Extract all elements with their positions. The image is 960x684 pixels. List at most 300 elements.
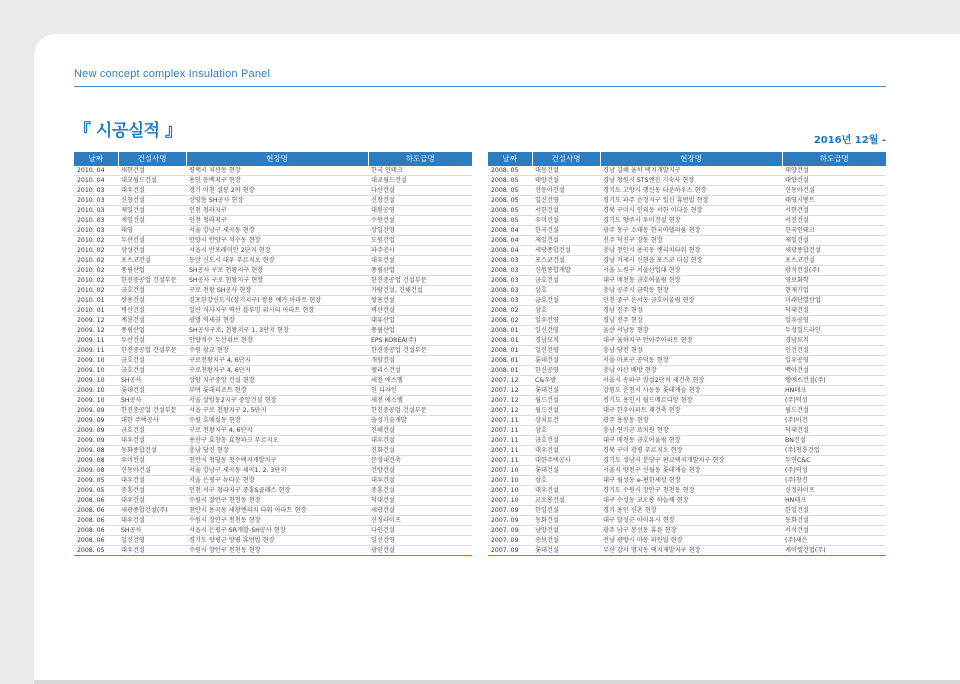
cell-subcontractor: 펠리스건설	[368, 366, 472, 376]
cell-date: 2008. 06	[74, 536, 118, 546]
cell-date: 2008. 01	[488, 346, 532, 356]
cell-date: 2009. 10	[74, 386, 118, 396]
cell-company: 삼성건설	[118, 246, 186, 256]
table-header-row	[488, 152, 886, 166]
table-row	[488, 516, 886, 526]
cell-subcontractor: 벽산건설	[368, 306, 472, 316]
table-row	[488, 296, 886, 306]
cell-company: 풍림산업	[118, 326, 186, 336]
cell-company: 대우건설	[118, 186, 186, 196]
table-row	[74, 426, 472, 436]
cell-company: 제일건설	[118, 206, 186, 216]
cell-site: 인천 청라지구	[186, 206, 368, 216]
cell-site: 부여 롯데리조트 현장	[186, 386, 368, 396]
table-row	[74, 356, 472, 366]
cell-subcontractor: 미래단열산업	[782, 296, 886, 306]
cell-site: 인천 중구 운서동 금호어울림 현장	[600, 296, 782, 306]
table-row	[74, 266, 472, 276]
cell-company: 남양건설	[532, 526, 600, 536]
table-row	[488, 436, 886, 446]
cell-subcontractor: 태양건설	[782, 166, 886, 176]
cell-subcontractor: 태양건설	[782, 176, 886, 186]
cell-site: 충남 아산 배방 현장	[600, 366, 782, 376]
cell-date: 2007. 09	[488, 506, 532, 516]
cell-site: 경북 구미 광평 푸르지오 현장	[600, 446, 782, 456]
cell-subcontractor: 현재기업	[782, 286, 886, 296]
table-row	[488, 336, 886, 346]
table-row	[74, 376, 472, 386]
table-row	[74, 166, 472, 176]
table-row	[74, 506, 472, 516]
cell-subcontractor: 인 디자인	[368, 386, 472, 396]
cell-company: 금호건설	[118, 356, 186, 366]
cell-subcontractor: 제일건설	[782, 236, 886, 246]
table-row	[74, 416, 472, 426]
table-row	[488, 406, 886, 416]
cell-date: 2010. 01	[74, 296, 118, 306]
cell-site: 충남 공주시 금학동 현장	[600, 286, 782, 296]
cell-subcontractor: 풍림산업	[368, 326, 472, 336]
cell-site: 충남 당진 현장	[186, 446, 368, 456]
cell-company: 새한건설	[118, 166, 186, 176]
cell-subcontractor: 한진중공업 건설부문	[368, 406, 472, 416]
construction-record-table-right	[488, 152, 886, 556]
cell-company: 포스코건설	[532, 256, 600, 266]
cell-date: 2009. 08	[74, 446, 118, 456]
cell-subcontractor: 대우건설	[368, 436, 472, 446]
table-row	[74, 326, 472, 336]
cell-site: 인천 서구 청라지구 중흥S클래스 현장	[186, 486, 368, 496]
cell-company: 삼치토건	[532, 416, 600, 426]
table-row	[488, 486, 886, 496]
brochure-subtitle: New concept complex Insulation Panel	[74, 68, 271, 80]
cell-subcontractor: 대교월드건설	[368, 176, 472, 186]
cell-subcontractor: 한일건설	[782, 506, 886, 516]
table-row	[74, 186, 472, 196]
cell-subcontractor: HN테크	[782, 496, 886, 506]
table-row	[488, 466, 886, 476]
page-title: 『 시공실적 』	[74, 121, 182, 141]
cell-site: 대구 월성동 e-편한세상 현장	[600, 476, 782, 486]
col-header-subcontractor: 하도급명	[782, 152, 886, 166]
cell-site: 김포한강신도시(장기지구) 쌍용 예가 아파트 현장	[186, 296, 368, 306]
cell-subcontractor: 쌍용건설	[368, 296, 472, 306]
cell-site: 수원 호매실동 현장	[186, 416, 368, 426]
cell-site: 서울 마포구 공덕동 현장	[600, 356, 782, 366]
cell-company: 서한건설	[532, 206, 600, 216]
cell-date: 2007. 09	[488, 526, 532, 536]
cell-site: SH공사 구로 천왕지구 현장	[186, 266, 368, 276]
table-row	[488, 286, 886, 296]
cell-site: 동탄 신도시 대우 푸르지오 현장	[186, 256, 368, 266]
cell-subcontractor: 수원건설	[368, 216, 472, 226]
cell-company: 대한주택공사	[532, 456, 600, 466]
table-row	[74, 196, 472, 206]
cell-site: 구로 천왕지구 4, 6단지	[186, 426, 368, 436]
cell-date: 2010. 02	[74, 286, 118, 296]
cell-company: 쌍용건설	[118, 296, 186, 306]
cell-site: 서울 강남구 세곡동 세곡1, 2, 3단지	[186, 466, 368, 476]
table-row	[74, 306, 472, 316]
cell-subcontractor: 경남모직	[782, 336, 886, 346]
cell-site: 대구 한우아파트 재건축 현장	[600, 406, 782, 416]
cell-subcontractor: 건양건설	[368, 466, 472, 476]
cell-company: 태양건설	[532, 176, 600, 186]
cell-site: 천안시 용곡동 세광엔리치 타워 아파트 현장	[186, 506, 368, 516]
table-row	[488, 396, 886, 406]
cell-subcontractor: 엠에스건설(주)	[782, 376, 886, 386]
cell-company: 금호건설	[532, 276, 600, 286]
cell-subcontractor: 백아건설	[782, 366, 886, 376]
cell-subcontractor: 두성일드라인	[782, 326, 886, 336]
cell-date: 2008. 05	[488, 176, 532, 186]
cell-date: 2009. 11	[74, 336, 118, 346]
cell-site: 경기도 양주시 우미건설 현장	[600, 216, 782, 226]
cell-date: 2009. 09	[74, 436, 118, 446]
cell-company: 대한 주택공사	[118, 416, 186, 426]
cell-date: 2010. 03	[74, 206, 118, 216]
cell-site: 경북 구미시 인의동 서한 이다음 현장	[600, 206, 782, 216]
cell-date: 2010. 02	[74, 236, 118, 246]
cell-company: 한진중공업 건설부문	[118, 346, 186, 356]
cell-company: 신원종합개발	[532, 266, 600, 276]
cell-site: 대구 율하지구 안아주아파트 현장	[600, 336, 782, 346]
col-header-site: 현장명	[600, 152, 782, 166]
cell-company: 삼호	[532, 306, 600, 316]
cell-company: 세광종합건설(주)	[118, 506, 186, 516]
cell-date: 2007. 10	[488, 466, 532, 476]
cell-company: 우미건설	[532, 216, 600, 226]
cell-date: 2007. 11	[488, 436, 532, 446]
cell-subcontractor: 진해건설	[368, 426, 472, 436]
cell-site: 안양시 안양구 석수동 현장	[186, 236, 368, 246]
cell-date: 2007. 12	[488, 386, 532, 396]
cell-company: 금호건설	[532, 296, 600, 306]
cell-site: 인천 청라지구	[186, 216, 368, 226]
cell-site: 부산 강서 명지동 택지개발지구 현장	[600, 546, 782, 556]
cell-date: 2008. 06	[74, 516, 118, 526]
cell-date: 2009. 08	[74, 456, 118, 466]
cell-company: 삼호	[532, 476, 600, 486]
cell-site: 서울시 반포래미안 2단지 현장	[186, 246, 368, 256]
cell-date: 2009. 12	[74, 326, 118, 336]
cell-subcontractor: (주)이건	[782, 416, 886, 426]
cell-subcontractor: 한진중공업 건설부문	[368, 346, 472, 356]
header-rule	[74, 86, 886, 87]
cell-site: 구로 천왕 SH공사 현장	[186, 286, 368, 296]
cell-subcontractor: 개암건설	[368, 356, 472, 366]
table-row	[488, 306, 886, 316]
cell-date: 2008. 02	[488, 316, 532, 326]
cell-site: 수원 광교 현장	[186, 346, 368, 356]
cell-site: 울산 서남동 현장	[600, 326, 782, 336]
table-row	[488, 186, 886, 196]
cell-site: 광주 동구 소태동 한국아델리움 현장	[600, 226, 782, 236]
cell-company: 동화종합건설	[118, 446, 186, 456]
cell-date: 2009. 11	[74, 346, 118, 356]
table-row	[74, 446, 472, 456]
cell-date: 2007. 11	[488, 456, 532, 466]
cell-site: SH공사 구로 천왕지구 현장	[186, 276, 368, 286]
cell-subcontractor: 대우건설	[368, 476, 472, 486]
cell-site: 대구 달성군 아이유시 현장	[600, 516, 782, 526]
cell-date: 2007. 11	[488, 446, 532, 456]
cell-site: 평택시 지산동 현장	[186, 166, 368, 176]
cell-subcontractor: (주)청룡건업	[782, 446, 886, 456]
cell-date: 2009. 12	[74, 316, 118, 326]
cell-date: 2008. 03	[488, 296, 532, 306]
table-row	[74, 236, 472, 246]
cell-date: 2009. 09	[74, 416, 118, 426]
cell-subcontractor: HN테크	[782, 386, 886, 396]
cell-date: 2008. 03	[488, 256, 532, 266]
cell-site: 경남 김해 율하 택지개발지구	[600, 166, 782, 176]
cell-site: 광주 용봉동 현장	[600, 416, 782, 426]
cell-company: 송보건설	[532, 536, 600, 546]
cell-company: 일신건영	[532, 196, 600, 206]
cell-subcontractor: 세광종합건설	[782, 246, 886, 256]
cell-date: 2010. 03	[74, 196, 118, 206]
cell-date: 2009. 09	[74, 406, 118, 416]
cell-subcontractor: 대유산업	[368, 316, 472, 326]
cell-date: 2008. 03	[488, 286, 532, 296]
table-row	[488, 176, 886, 186]
cell-date: 2008. 06	[74, 506, 118, 516]
cell-company: 대우건설	[532, 446, 600, 456]
cell-company: 금호건설	[532, 436, 600, 446]
right-table-container	[488, 152, 886, 556]
cell-site: 전남 광양시 마동 파인빌 현장	[600, 536, 782, 546]
cell-company: 일우건영	[532, 316, 600, 326]
table-row	[488, 196, 886, 206]
cell-subcontractor: (주)창진	[782, 476, 886, 486]
table-row	[488, 326, 886, 336]
table-row	[74, 406, 472, 416]
cell-site: 대구 매천동 금호어울림 현장	[600, 436, 782, 446]
as-of-date: 2016년 12월 -	[813, 135, 886, 146]
cell-site: 안양석수 두산위브 현장	[186, 336, 368, 346]
cell-subcontractor: 진화건설	[368, 446, 472, 456]
cell-date: 2007. 09	[488, 536, 532, 546]
table-row	[74, 286, 472, 296]
cell-company: 일신건영	[118, 536, 186, 546]
cell-site: 전주 덕진구 장동 현장	[600, 236, 782, 246]
table-row	[74, 176, 472, 186]
cell-site: 상암 지구중앙 건설 현장	[186, 376, 368, 386]
cell-subcontractor: 가람건설, 진해건설	[368, 286, 472, 296]
cell-subcontractor: 세광건설	[368, 506, 472, 516]
cell-date: 2009. 05	[74, 476, 118, 486]
cell-subcontractor: 세진 에스엠	[368, 396, 472, 406]
cell-date: 2010. 02	[74, 246, 118, 256]
table-row	[74, 246, 472, 256]
cell-date: 2008. 05	[488, 196, 532, 206]
cell-company: 한국건설	[532, 226, 600, 236]
cell-site: 서울 강남구 세곡동 현장	[186, 226, 368, 236]
cell-date: 2007. 11	[488, 426, 532, 436]
table-row	[74, 206, 472, 216]
cell-site: 수원시 장안구 천천동 현장	[186, 546, 368, 556]
table-row	[74, 346, 472, 356]
cell-company: 한일건설	[532, 506, 600, 516]
cell-subcontractor: (주)세은	[782, 536, 886, 546]
cell-company: 신창건설	[118, 196, 186, 206]
cell-company: 삼호	[532, 286, 600, 296]
cell-date: 2007. 12	[488, 396, 532, 406]
table-header-row	[74, 152, 472, 166]
cell-company: SH공사	[118, 526, 186, 536]
cell-subcontractor: 대우건설	[368, 256, 472, 266]
table-row	[74, 216, 472, 226]
cell-site: 경기도 고양시 행신동 타운하우스 현장	[600, 186, 782, 196]
cell-subcontractor: 중흥건설	[368, 486, 472, 496]
cell-company: 포스코건설	[118, 256, 186, 266]
cell-site: 경기 용인 신촌 현장	[600, 506, 782, 516]
cell-company: 롯데건설	[532, 546, 600, 556]
cell-site: 용산구 효창동 효창파크 푸르지오	[186, 436, 368, 446]
cell-site: 경남 창원시 STS엔진 기숙사 현장	[600, 176, 782, 186]
cell-date: 2009. 10	[74, 396, 118, 406]
cell-site: 수원시 장안구 천천동 현장	[186, 516, 368, 526]
cell-date: 2008. 04	[488, 226, 532, 236]
cell-company: 경남모직	[532, 336, 600, 346]
cell-company: 제일건설	[118, 216, 186, 226]
cell-site: 경기도 성남시 분당구 판교택지개발지구 현장	[600, 456, 782, 466]
col-header-subcontractor: 하도급명	[368, 152, 472, 166]
cell-subcontractor: 한국 인테크	[368, 166, 472, 176]
cell-company: 태영	[118, 226, 186, 236]
table-row	[74, 256, 472, 266]
table-row	[74, 496, 472, 506]
table-row	[74, 486, 472, 496]
table-row	[74, 226, 472, 236]
table-row	[488, 506, 886, 516]
cell-date: 2008. 01	[488, 326, 532, 336]
cell-subcontractor: 신정라이프	[782, 486, 886, 496]
cell-company: SH공사	[118, 396, 186, 406]
col-header-date: 날짜	[74, 152, 118, 166]
cell-site: 서울 구로 천왕지구 2, 5단지	[186, 406, 368, 416]
cell-site: 서울 상암동2지구 중앙건설 현장	[186, 396, 368, 406]
table-row	[74, 276, 472, 286]
cell-date: 2009. 08	[74, 466, 118, 476]
cell-date: 2008. 05	[488, 206, 532, 216]
cell-subcontractor: 서석건설	[782, 526, 886, 536]
cell-subcontractor: 태영시멘트	[782, 196, 886, 206]
cell-date: 2007. 11	[488, 416, 532, 426]
cell-company: 금호건설	[118, 366, 186, 376]
cell-site: 일산 식사지구 벽산 블루밍 위시티 아파트 현장	[186, 306, 368, 316]
table-row	[488, 426, 886, 436]
cell-company: 대교월드건설	[118, 176, 186, 186]
cell-site: 경남 진주 현장	[600, 316, 782, 326]
cell-date: 2007. 09	[488, 546, 532, 556]
cell-date: 2008. 03	[488, 276, 532, 286]
cell-subcontractor: 신동아건설	[782, 186, 886, 196]
cell-company: 한신공영	[532, 366, 600, 376]
cell-site: 구로천왕지구 4, 6단지	[186, 356, 368, 366]
cell-site: 광명 역세권 현장	[186, 316, 368, 326]
table-row	[488, 236, 886, 246]
cell-subcontractor: 서한건설	[782, 206, 886, 216]
cell-company: 신동아건설	[532, 186, 600, 196]
cell-company: 삼호	[532, 426, 600, 436]
cell-subcontractor: 일우공영	[782, 316, 886, 326]
cell-date: 2007. 10	[488, 476, 532, 486]
cell-subcontractor: 포스코건설	[782, 256, 886, 266]
table-row	[488, 496, 886, 506]
cell-subcontractor: 도원건업	[368, 236, 472, 246]
table-row	[74, 296, 472, 306]
cell-date: 2010. 04	[74, 176, 118, 186]
cell-date: 2010. 03	[74, 186, 118, 196]
cell-date: 2009. 05	[74, 486, 118, 496]
cell-site: 경남 진주 현장	[600, 306, 782, 316]
cell-company: C&우방	[532, 376, 600, 386]
cell-site: 서울 노원구 서울산업대 현장	[600, 266, 782, 276]
table-row	[74, 466, 472, 476]
table-row	[74, 456, 472, 466]
table-row	[488, 456, 886, 466]
cell-company: 대우건설	[118, 496, 186, 506]
table-row	[74, 516, 472, 526]
cell-site: 천안시 청당동 청수택지개발지구	[186, 456, 368, 466]
cell-site: 서울시 송파구 잠실2단지 재건축 현장	[600, 376, 782, 386]
cell-date: 2007. 12	[488, 376, 532, 386]
cell-company: 대우건설	[118, 436, 186, 446]
cell-subcontractor: 월드건설	[782, 406, 886, 416]
cell-company: 계룡건설	[118, 316, 186, 326]
cell-site: 경기도 파주 운정지구 일신 휴먼빌 현장	[600, 196, 782, 206]
col-header-site: 현장명	[186, 152, 368, 166]
table-row	[488, 166, 886, 176]
cell-company: 동화건설	[532, 516, 600, 526]
cell-date: 2008. 06	[74, 496, 118, 506]
table-body-left	[74, 166, 472, 556]
cell-subcontractor: 한진중공업 건설부문	[368, 276, 472, 286]
table-row	[488, 546, 886, 556]
cell-subcontractor: 영보화학	[782, 276, 886, 286]
cell-site: 경남 거제시 신현읍 포스코 더샵 현장	[600, 256, 782, 266]
cell-site: 서울 은평구 뉴타운 현장	[186, 476, 368, 486]
table-row	[74, 366, 472, 376]
cell-subcontractor: 풍림산업	[368, 266, 472, 276]
cell-subcontractor: 세진 에스엠	[368, 376, 472, 386]
cell-subcontractor: BN건설	[782, 436, 886, 446]
table-row	[74, 546, 472, 556]
cell-company: 신동아건설	[118, 466, 186, 476]
cell-date: 2009. 09	[74, 426, 118, 436]
cell-date: 2010. 02	[74, 266, 118, 276]
table-row	[488, 316, 886, 326]
cell-company: SH공사	[118, 376, 186, 386]
table-row	[488, 246, 886, 256]
cell-subcontractor: 신창건설	[368, 196, 472, 206]
cell-date: 2008. 01	[488, 336, 532, 346]
table-row	[488, 216, 886, 226]
cell-date: 2007. 12	[488, 406, 532, 416]
bottom-band	[34, 680, 960, 684]
cell-company: 대동건설	[532, 166, 600, 176]
cell-site: 대구 매천동 금호어울림 현장	[600, 276, 782, 286]
cell-company: 한진중공업 건설부문	[118, 406, 186, 416]
table-body-right	[488, 166, 886, 556]
cell-company: 벽산건설	[118, 306, 186, 316]
cell-site: 강원도 춘천시 사농동 롯데캐슬 현장	[600, 386, 782, 396]
table-row	[488, 206, 886, 216]
cell-company: 중흥건설	[118, 486, 186, 496]
cell-site: 용인 동백지구 현장	[186, 176, 368, 186]
